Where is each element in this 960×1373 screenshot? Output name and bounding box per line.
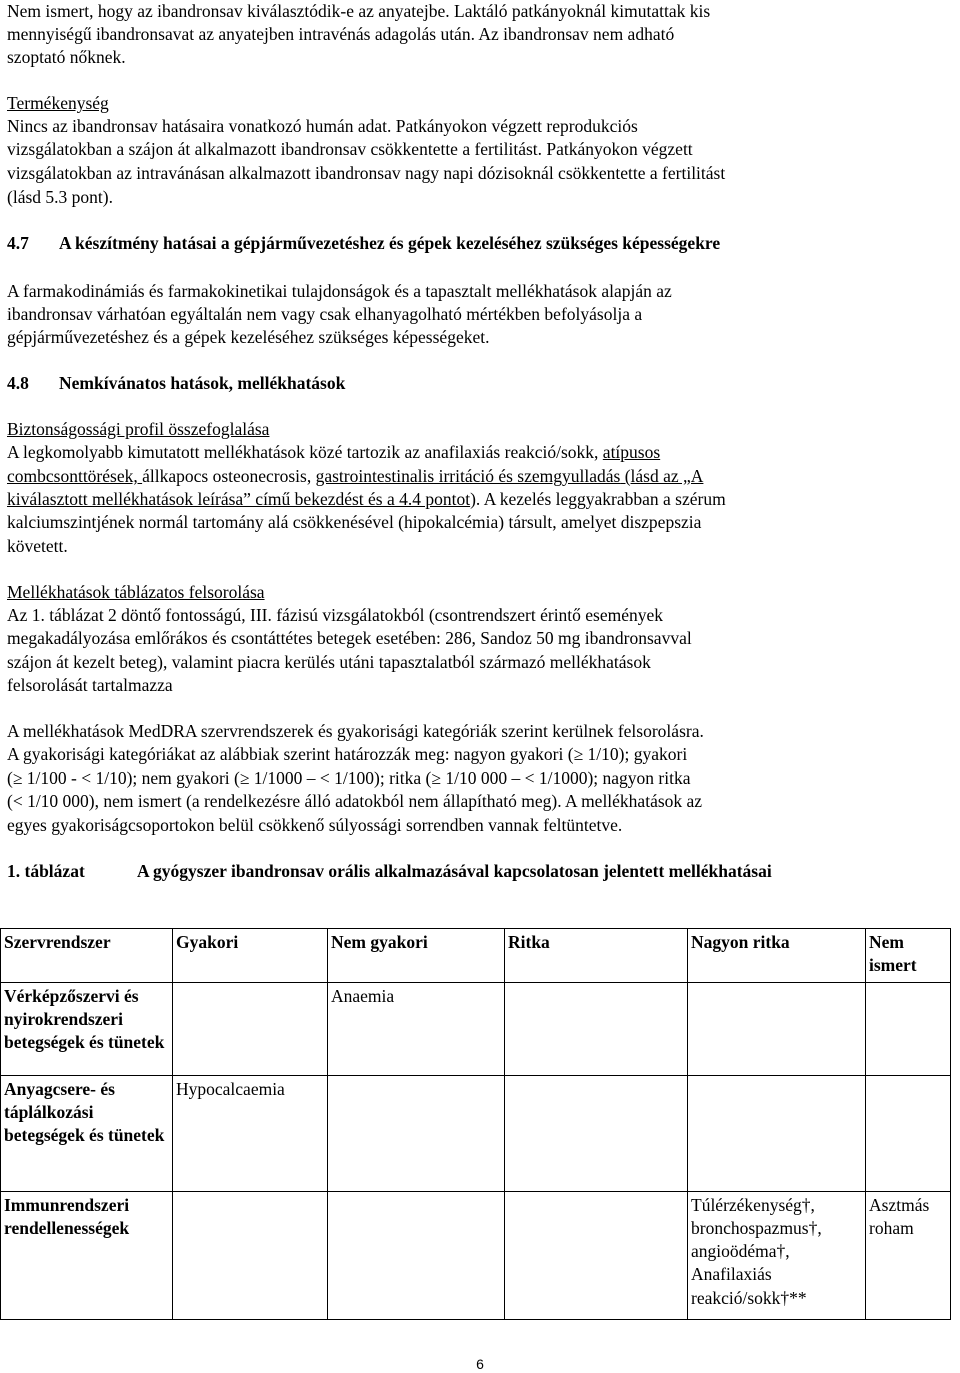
- table-cell: [328, 1075, 505, 1191]
- table-caption: [7, 860, 953, 883]
- fertility-line: Nincs az ibandronsav hatásaira vonatkozó humán adat. Patkányokon végzett reprodukciós: [7, 116, 638, 136]
- table-cell: Túlérzékenység†, bronchospazmus†, angioödéma†, Anafilaxiás reakció/sokk†**: [688, 1191, 866, 1319]
- tabular-line: szájon át kezelt beteg), valamint piacra kerülés utáni tapasztalatból származó mellékhatások: [7, 652, 651, 672]
- column-header: Ritka: [505, 929, 688, 983]
- page-number: 6: [476, 1356, 484, 1372]
- table-cell: [328, 1191, 505, 1319]
- fertility-title: Termékenység: [7, 93, 109, 113]
- tabular-line: megakadályozása emlőrákos és csontáttétes betegek esetében: 286, Sandoz 50 mg ibandronsavval: [7, 628, 692, 648]
- text-run-underlined: gastrointestinalis irritáció és szemgyulladás: [315, 466, 621, 486]
- text-run-underlined: kiválasztott mellékhatások leírása” című bekezdést és a 4.4 pontot: [7, 489, 471, 509]
- tabular-list-title: Mellékhatások táblázatos felsorolása: [7, 582, 265, 602]
- adverse-reactions-table: [0, 928, 951, 1320]
- table-row: [1, 1191, 951, 1319]
- column-header: Szervrendszer: [1, 929, 173, 983]
- text-run-underlined: (lásd az „A: [620, 466, 704, 486]
- section-4-8-heading: [7, 372, 953, 395]
- fertility-line: vizsgálatokban a szájon át alkalmazott ibandronsav csökkentette a fertilitást. Patkányokon végzett: [7, 139, 693, 159]
- table-cell: Hypocalcaemia: [173, 1075, 328, 1191]
- column-header: Nem ismert: [866, 929, 951, 983]
- section-4-7-line: ibandronsav várhatóan egyáltalán nem vagy csak elhanyagolható mértékben befolyásolja a: [7, 304, 643, 324]
- table-title: A gyógyszer ibandronsav orális alkalmazásával kapcsolatosan jelentett mellékhatásai: [137, 861, 772, 881]
- section-4-7-heading: [7, 232, 953, 255]
- intro-line: Nem ismert, hogy az ibandronsav kiválasztódik-e az anyatejbe. Laktáló patkányoknál kimutattak kis: [7, 1, 711, 21]
- table-cell: [505, 982, 688, 1075]
- column-header: Gyakori: [173, 929, 328, 983]
- safety-line: [7, 488, 726, 511]
- text-run: állkapocs osteonecrosis,: [142, 466, 316, 486]
- safety-line: kalciumszintjének normál tartomány alá csökkenésével (hipokalcémia) társult, amelyet diszpepszia: [7, 512, 702, 532]
- fertility-line: vizsgálatokban az intravánásan alkalmazott ibandronsav nagy napi dózisoknál csökkentette a fertilitást: [7, 163, 726, 183]
- table-header-row: [1, 929, 951, 983]
- meddra-line: A gyakorisági kategóriákat az alábbiak szerint határozzák meg: nagyon gyakori (≥ 1/10); gyakori: [7, 744, 688, 764]
- safety-line: [7, 465, 703, 488]
- table-row: [1, 1075, 951, 1191]
- table-cell: Anyagcsere- és táplálkozási betegségek és tünetek: [1, 1075, 173, 1191]
- table-cell: Vérképzőszervi és nyirokrendszeri betegségek és tünetek: [1, 982, 173, 1075]
- meddra-line: (≥ 1/100 - < 1/10); nem gyakori (≥ 1/1000 – < 1/100); ritka (≥ 1/10 000 – < 1/1000); nagyon ritka: [7, 768, 691, 788]
- table-cell: [505, 1075, 688, 1191]
- meddra-line: A mellékhatások MedDRA szervrendszerek és gyakorisági kategóriák szerint kerülnek felsorolásra.: [7, 721, 704, 741]
- section-title: A készítmény hatásai a gépjárművezetéshez és gépek kezeléséhez szükséges képességekre: [59, 233, 721, 253]
- intro-line: szoptató nőknek.: [7, 47, 126, 67]
- text-run-underlined: atípusos: [602, 442, 661, 462]
- section-4-7-line: gépjárművezetéshez és a gépek kezeléséhez szükséges képességeket.: [7, 327, 490, 347]
- text-run: ). A kezelés leggyakrabban a szérum: [470, 489, 726, 509]
- tabular-line: Az 1. táblázat 2 döntő fontosságú, III. fázisú vizsgálatokból (csontrendszert érintő események: [7, 605, 664, 625]
- table-cell: [173, 982, 328, 1075]
- table-cell: [688, 982, 866, 1075]
- section-number: 4.8: [7, 373, 29, 393]
- tabular-line: felsorolását tartalmazza: [7, 675, 173, 695]
- table-cell: [866, 1075, 951, 1191]
- section-title: Nemkívánatos hatások, mellékhatások: [59, 373, 346, 393]
- table-cell: Anaemia: [328, 982, 505, 1075]
- meddra-line: (< 1/10 000), nem ismert (a rendelkezésre álló adatokból nem állapítható meg). A mellékhatások az: [7, 791, 703, 811]
- table-cell: [173, 1191, 328, 1319]
- column-header: Nem gyakori: [328, 929, 505, 983]
- table-cell: Asztmás roham: [866, 1191, 951, 1319]
- column-header: Nagyon ritka: [688, 929, 866, 983]
- section-number: 4.7: [7, 233, 29, 253]
- fertility-line: (lásd 5.3 pont).: [7, 187, 113, 207]
- safety-line: [7, 441, 660, 464]
- table-number: 1. táblázat: [7, 861, 85, 881]
- safety-line: követett.: [7, 536, 68, 556]
- table-cell: [688, 1075, 866, 1191]
- table-cell: [505, 1191, 688, 1319]
- table-row: [1, 982, 951, 1075]
- section-4-7-line: A farmakodinámiás és farmakokinetikai tulajdonságok és a tapasztalt mellékhatások alapján az: [7, 281, 672, 301]
- table-cell: Immunrendszeri rendellenességek: [1, 1191, 173, 1319]
- meddra-line: egyes gyakoriságcsoportokon belül csökkenő súlyossági sorrendben vannak feltüntetve.: [7, 815, 623, 835]
- safety-profile-title: Biztonságossági profil összefoglalása: [7, 419, 270, 439]
- intro-line: mennyiségű ibandronsavat az anyatejben intravénás adagolás után. Az ibandronsav nem adható: [7, 24, 675, 44]
- text-run: A legkomolyabb kimutatott mellékhatások közé tartozik az anafilaxiás reakció/sokk,: [7, 442, 603, 462]
- text-run-underlined: combcsonttörések,: [7, 466, 143, 486]
- table-cell: [866, 982, 951, 1075]
